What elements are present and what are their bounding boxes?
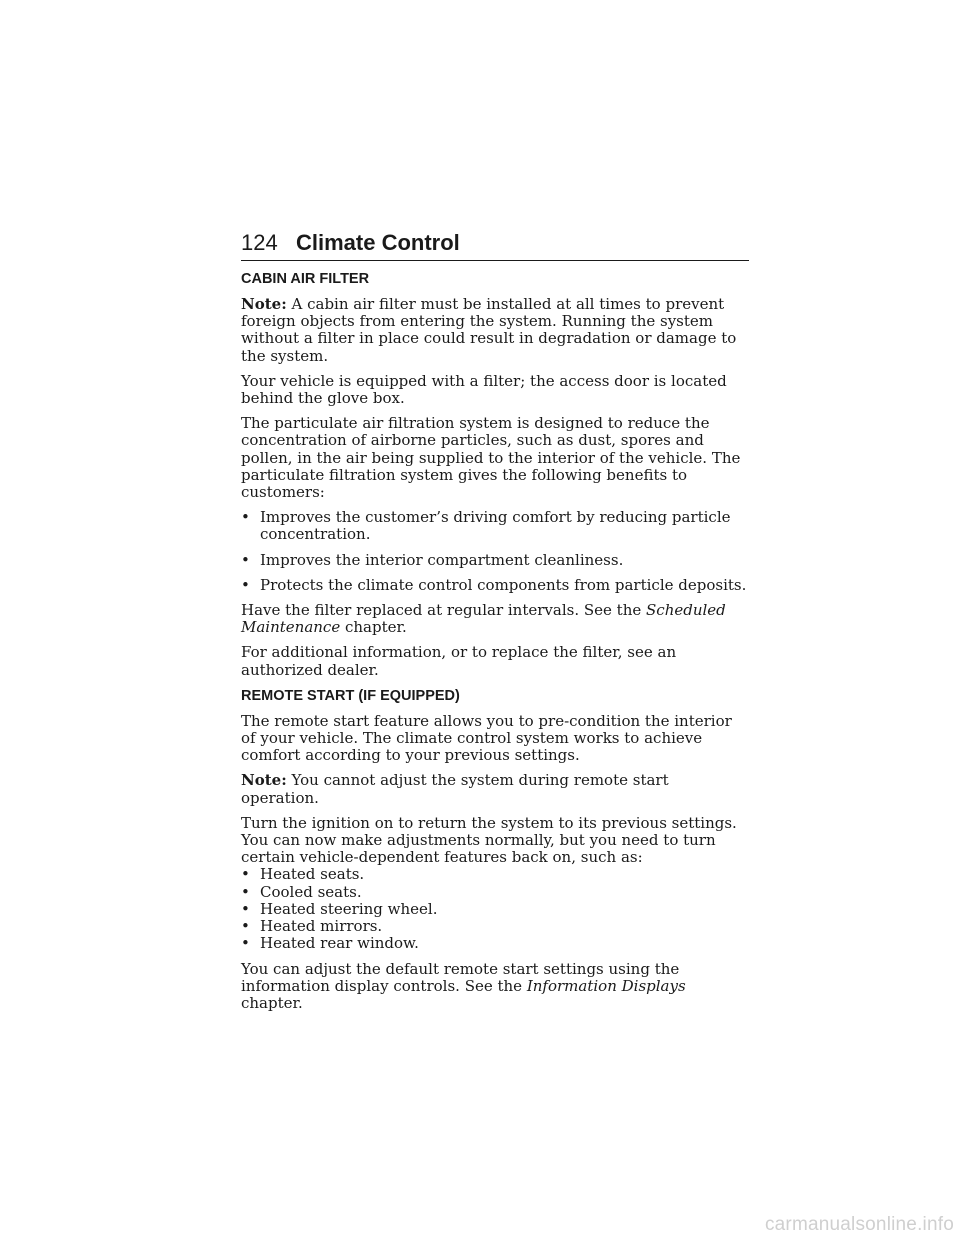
section-remote-start: [241, 687, 751, 1012]
bullet-icon: •: [241, 882, 250, 901]
section-heading: CABIN AIR FILTER: [241, 271, 370, 287]
list-item: [241, 935, 751, 952]
body-paragraph: [241, 602, 751, 636]
list-item: [241, 884, 751, 901]
note-text: You cannot adjust the system during remote start operation.: [241, 771, 669, 807]
chapter-reference: Scheduled Maintenance: [241, 601, 726, 637]
section-heading: REMOTE START (IF EQUIPPED): [241, 687, 460, 704]
list-item-text: Improves the customer’s driving comfort by reducing particle concentration.: [260, 508, 731, 544]
page-content: [241, 270, 751, 1020]
bullet-icon: •: [241, 934, 250, 953]
bullet-icon: •: [241, 508, 250, 527]
body-paragraph: The particulate air filtration system is designed to reduce the concentration of airborne particles, such as dust, spores and pollen, in the air being supplied to the interior of the vehicle. The particulate filtration system gives the following benefits to customers:: [241, 414, 741, 502]
body-paragraph: For additional information, or to replace the filter, see an authorized dealer.: [241, 643, 677, 679]
bullet-icon: •: [241, 865, 250, 884]
body-paragraph: [241, 961, 751, 1013]
body-paragraph: Turn the ignition on to return the system to its previous settings. You can now make adjustments normally, but you need to turn certain vehicle-dependent features back on, such as:: [241, 813, 737, 867]
replace-text: Have the filter replaced at regular intervals. See the: [241, 601, 642, 620]
settings-text: You can adjust the default remote start settings using the information display controls. See the: [241, 959, 680, 995]
benefits-list: [241, 509, 751, 594]
body-paragraph: The remote start feature allows you to pre-condition the interior of your vehicle. The climate control system works to achieve comfort according to your previous settings.: [241, 711, 732, 765]
watermark: carmanualsonline.info: [764, 1214, 954, 1235]
list-item: [241, 901, 751, 918]
note-label: Note:: [241, 771, 287, 790]
note-text: A cabin air filter must be installed at all times to prevent foreign objects from entering the system. Running the system without a filter in place could result in degradation or damage to the system.: [241, 295, 737, 365]
list-item: [241, 918, 751, 935]
list-item-text: Heated mirrors.: [260, 917, 383, 936]
list-item: [241, 509, 751, 543]
reference-suffix: chapter.: [345, 618, 407, 637]
body-paragraph: Your vehicle is equipped with a filter; the access door is located behind the glove box.: [241, 371, 727, 408]
page-number: 124: [241, 230, 278, 255]
bullet-icon: •: [241, 899, 250, 918]
list-item: [241, 552, 751, 569]
chapter-title: Climate Control: [296, 230, 460, 255]
reference-suffix: chapter.: [241, 993, 303, 1012]
list-item-text: Heated seats.: [260, 865, 365, 884]
features-list: [241, 866, 751, 952]
section-cabin-air-filter: [241, 270, 751, 679]
list-item-text: Cooled seats.: [260, 882, 362, 901]
note-label: Note:: [241, 295, 287, 313]
list-item-text: Heated rear window.: [260, 934, 419, 953]
bullet-icon: •: [241, 917, 250, 936]
list-item-text: Protects the climate control components from particle deposits.: [260, 575, 747, 594]
list-item: [241, 866, 751, 883]
note-paragraph: [241, 772, 751, 806]
chapter-reference: Information Displays: [526, 976, 686, 995]
list-item: [241, 577, 751, 594]
page-header: [241, 229, 749, 261]
list-item-text: Improves the interior compartment cleanliness.: [260, 550, 624, 569]
note-paragraph: [241, 296, 751, 365]
bullet-icon: •: [241, 550, 250, 569]
bullet-icon: •: [241, 575, 250, 594]
list-item-text: Heated steering wheel.: [260, 899, 438, 918]
